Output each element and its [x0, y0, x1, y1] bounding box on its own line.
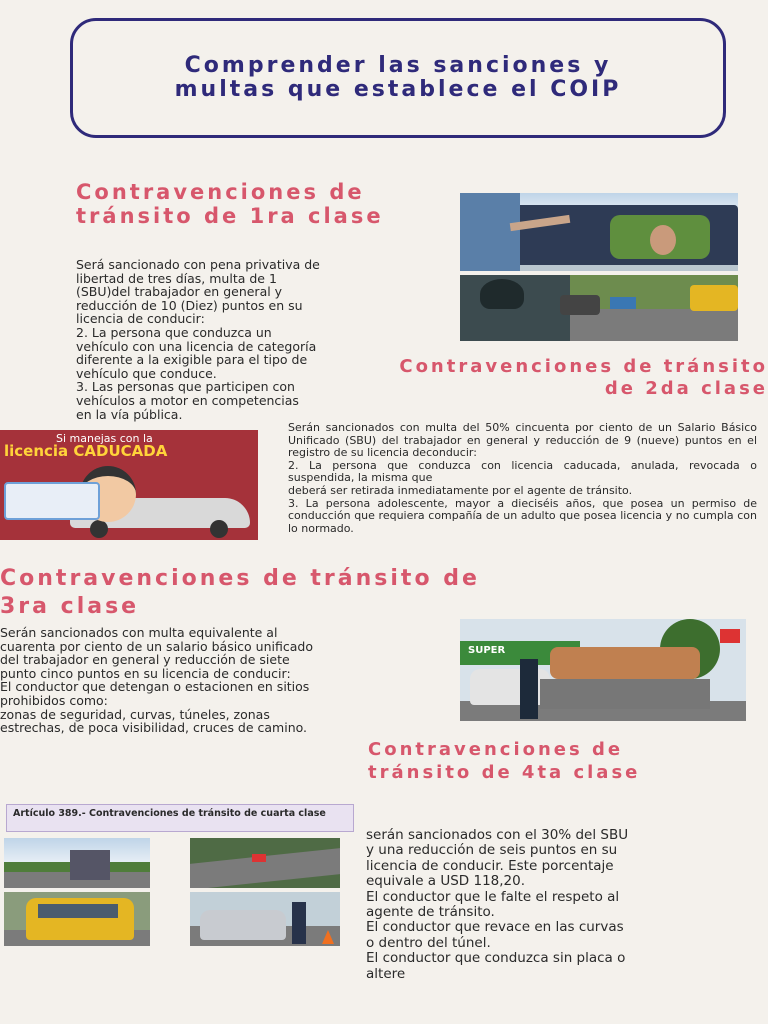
photo-police-stop [190, 892, 340, 946]
heading-2da-clase: Contravenciones de tránsito de 2da clase [399, 356, 768, 399]
body-2da-clase: Serán sancionados con multa del 50% cincuenta por ciento de un Salario Básico Unificado (SBU) del trabajador en general y reducción de 9 (nueve) puntos en el registro de su licencia deconducir: 2. La persona que conduzca con licencia caducada, anulada, revocada o suspendida, la misma que deberá ser retirada inmediatamente por el agente de tránsito. 3. La persona adolescente, mayor a dieciséis años, que posea un permiso de conducción que requiera compañía de un adulto que posea licencia y no cumpla con lo normado. [288, 421, 757, 535]
body-1ra-clase: Será sancionado con pena privativa de libertad de tres días, multa de 1 (SBU)del trabajador en general y reducción de 10 (Diez) puntos en su licencia de conducir: 2. La persona que conduzca un vehículo con una licencia de categoría diferente a la exigible para el tipo de vehículo que conduce. 3. Las personas que participen con vehículos a motor en competencias en la vía pública. [76, 257, 320, 422]
article-caption: Artículo 389.- Contravenciones de tránsito de cuarta clase [13, 808, 326, 819]
body-3ra-clase: Serán sancionados con multa equivalente al cuarenta por ciento de un salario básico unificado del trabajador en general y reducción de siete punto cinco puntos en su licencia de conducir: El conductor que detengan o estacionen en sitios prohibidos como: zonas de seguridad, curvas, túneles, zonas estrechas, de poca visibilidad, cruces de camino. [0, 625, 313, 736]
page-title: Comprender las sanciones y multas que establece el COIP [174, 53, 622, 102]
body-4ta-clase: serán sancionados con el 30% del SBU y una reducción de seis puntos en su licencia de conducir. Este porcentaje equivale a USD 118,20. El conductor que le falte el respeto al agente de tránsito. El conductor que revace en las curvas o dentro del túnel. El conductor que conduzca sin placa o altere [366, 827, 629, 982]
article-caption-box [6, 804, 354, 832]
heading-1ra-clase: Contravenciones de tránsito de 1ra clase [76, 180, 384, 228]
banner-line2: licencia CADUCADA [4, 442, 168, 460]
heading-4ta-clase: Contravenciones de tránsito de 4ta clase [368, 739, 641, 783]
photo-truck-police [460, 619, 746, 721]
banner-line1: Si manejas con la [56, 432, 153, 445]
title-box [70, 18, 726, 138]
image-licencia-caducada [0, 430, 258, 540]
photo-officer-driver [460, 193, 738, 271]
heading-3ra-clase: Contravenciones de tránsito de 3ra clase [0, 566, 480, 619]
photo-radar-gun [460, 275, 738, 341]
photo-yellow-bus [4, 892, 150, 946]
photo-curve-road [190, 838, 340, 888]
bus-sign: SUPER [468, 645, 506, 656]
photo-buses-road [4, 838, 150, 888]
